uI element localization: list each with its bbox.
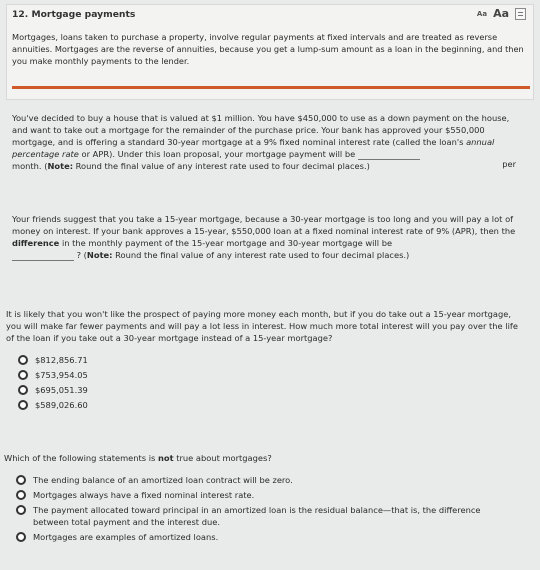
question-4-options bbox=[16, 474, 511, 543]
q3-option-4[interactable]: $589,026.60 bbox=[18, 399, 526, 411]
question-4-text: Which of the following statements is not true about mortgages? bbox=[4, 453, 272, 463]
radio-button[interactable] bbox=[18, 370, 28, 380]
q3-option-2[interactable]: $753,954.05 bbox=[18, 369, 526, 381]
q4-option-2[interactable]: Mortgages always have a fixed nominal interest rate. bbox=[16, 489, 511, 501]
font-decrease-button[interactable]: Aa bbox=[476, 9, 488, 18]
question-4 bbox=[4, 452, 524, 546]
radio-button[interactable] bbox=[16, 490, 26, 500]
question-3-options bbox=[18, 354, 526, 411]
intro-text: Mortgages, loans taken to purchase a property, involve regular payments at fixed intervals and are treated as reverse annuities. Mortgages are the reverse of annuities, because you get a lump-sum amount as a loan in the beginning, and then you make monthly payments to the lender. bbox=[12, 32, 524, 66]
font-increase-button[interactable]: Aa bbox=[493, 7, 509, 20]
radio-button[interactable] bbox=[18, 385, 28, 395]
radio-button[interactable] bbox=[16, 475, 26, 485]
monthly-payment-dropdown[interactable] bbox=[358, 151, 420, 160]
radio-button[interactable] bbox=[18, 355, 28, 365]
radio-button[interactable] bbox=[18, 400, 28, 410]
q3-option-1[interactable]: $812,856.71 bbox=[18, 354, 526, 366]
q4-option-3[interactable]: The payment allocated toward principal in an amortized loan is the residual balance—that is, the difference between total payment and the interest due. bbox=[16, 504, 511, 528]
q3-option-3[interactable]: $695,051.39 bbox=[18, 384, 526, 396]
question-3 bbox=[6, 308, 526, 414]
question-3-text: It is likely that you won't like the prospect of paying more money each month, but if you do take out a 15-year mortgage, you will make far fewer payments and will pay a lot less in interest. How much more total interest will you pay over the life of the loan if you take out a 30-year mortgage instead of a 15-year mortgage? bbox=[6, 309, 518, 344]
question-2: Your friends suggest that you take a 15-year mortgage, because a 30-year mortgage is too long and you will pay a lot of money on interest. If your bank approves a 15-year, $550,000 loan at a fixed nominal interest rate of 9% (APR), then the difference in the monthly payment of the 15-year mortgage and 30-year mortgage will be ? (Note: Round the final value of any interest rate used to four decimal places.) bbox=[12, 214, 516, 261]
accent-divider bbox=[12, 86, 530, 89]
q4-option-1[interactable]: The ending balance of an amortized loan contract will be zero. bbox=[16, 474, 511, 486]
radio-button[interactable] bbox=[16, 532, 26, 542]
question-1: You've decided to buy a house that is valued at $1 million. You have $450,000 to use as a down payment on the house, and want to take out a mortgage for the remainder of the purchase price. Your bank has approved your $550,000 mortgage, and is offering a standard 30-year mortgage at a 9% fixed nominal interest rate (called the loan's annual percentage rate or APR). Under this loan proposal, your mortgage payment will be per month. (Note: Round the final value of any interest rate used to four decimal places.) bbox=[12, 113, 516, 172]
q4-option-4[interactable]: Mortgages are examples of amortized loans. bbox=[16, 531, 511, 543]
document-icon[interactable] bbox=[515, 8, 526, 20]
payment-difference-dropdown[interactable] bbox=[12, 252, 74, 261]
radio-button[interactable] bbox=[16, 505, 26, 515]
problem-title: 12. Mortgage payments bbox=[12, 9, 136, 20]
font-size-tools bbox=[477, 6, 526, 22]
